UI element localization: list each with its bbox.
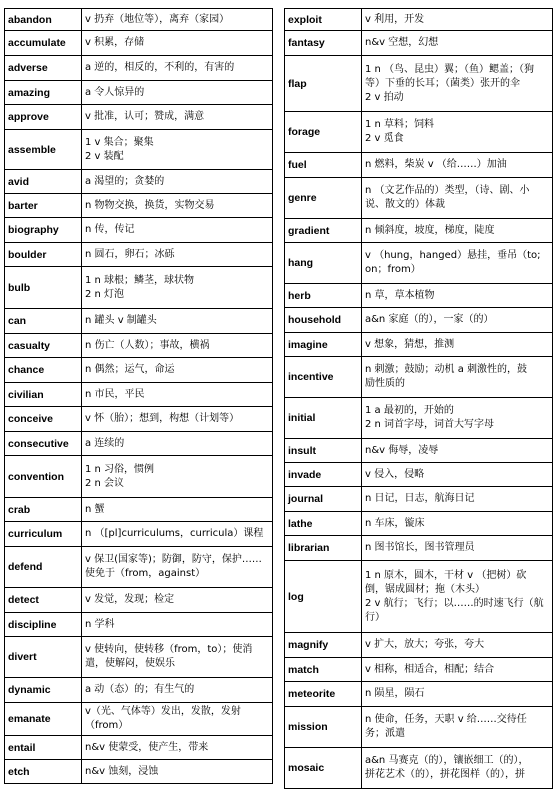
- vocab-word: journal: [285, 487, 362, 512]
- vocab-definition: [82, 613, 273, 637]
- vocab-definition: [362, 561, 553, 633]
- vocab-definition: [362, 398, 553, 439]
- vocab-word: incentive: [285, 357, 362, 398]
- vocab-definition: [82, 522, 273, 547]
- vocab-row: [285, 178, 553, 219]
- vocab-row: [285, 9, 553, 31]
- vocab-definition: [362, 56, 553, 112]
- definition-line: n 物物交换，换货，实物交易: [85, 199, 215, 211]
- definition-line: n&v 蚀刻，浸蚀: [85, 765, 159, 777]
- definition-line: n 车床，镟床: [365, 517, 425, 529]
- vocab-definition: [82, 31, 273, 56]
- vocab-row: [5, 309, 273, 334]
- definition-line: 2 n 会议: [85, 477, 125, 489]
- vocab-table-right: [284, 8, 553, 789]
- vocab-row: [285, 658, 553, 682]
- vocab-row: [5, 637, 273, 678]
- definition-line: 1 n （鸟、昆虫）翼；（鱼）鳃盖；（狗: [365, 63, 535, 75]
- definition-line: a 渴望的；贪婪的: [85, 175, 165, 187]
- vocab-definition: [362, 487, 553, 512]
- vocab-definition: [362, 284, 553, 308]
- vocab-word: amazing: [5, 81, 82, 105]
- definition-line: v 相称，相适合，相配；结合: [365, 663, 495, 675]
- vocab-row: [285, 308, 553, 333]
- definition-line: 说、散文的）体裁: [365, 199, 445, 210]
- definition-line: n 陨星，陨石: [365, 688, 425, 699]
- vocab-row: [5, 218, 273, 243]
- definition-line: 行）: [365, 611, 385, 623]
- definition-line: n 偶然；运气，命运: [85, 364, 175, 375]
- vocab-definition: [362, 463, 553, 487]
- vocab-definition: [82, 309, 273, 334]
- vocab-word: avid: [5, 170, 82, 194]
- vocab-definition: [362, 308, 553, 333]
- definition-line: 等）下垂的长耳；（菌类）张开的伞: [365, 77, 520, 89]
- definition-line: v 发觉，发现；检定: [85, 594, 175, 605]
- vocab-definition: [362, 439, 553, 463]
- definition-line: 1 n 草料；饲料: [365, 119, 435, 130]
- vocab-row: [5, 170, 273, 194]
- vocab-word: divert: [5, 637, 82, 678]
- vocab-table-left: [4, 8, 273, 784]
- definition-line: v 侵入，侵略: [365, 468, 425, 480]
- definition-line: n 草，草本植物: [365, 289, 435, 301]
- vocab-definition: [82, 588, 273, 613]
- vocab-definition: [82, 407, 273, 432]
- vocab-row: [285, 748, 553, 789]
- vocab-word: assemble: [5, 130, 82, 170]
- vocab-word: herb: [285, 284, 362, 308]
- vocab-word: emanate: [5, 703, 82, 736]
- vocab-word: consecutive: [5, 432, 82, 456]
- vocab-row: [285, 284, 553, 308]
- vocab-definition: [82, 105, 273, 130]
- vocab-row: [5, 498, 273, 522]
- vocab-definition: [362, 112, 553, 153]
- vocab-word: lathe: [285, 512, 362, 536]
- vocab-row: [5, 703, 273, 736]
- vocab-word: match: [285, 658, 362, 682]
- vocab-row: [285, 463, 553, 487]
- definition-line: n （文艺作品的）类型，（诗、剧、小: [365, 185, 530, 196]
- vocab-word: casualty: [5, 334, 82, 358]
- definition-line: 1 n 球根；鳞茎，球状物: [85, 274, 195, 286]
- definition-line: v 批准，认可；赞成，满意: [85, 111, 205, 122]
- vocab-definition: [362, 243, 553, 284]
- definition-line: n&v 侮辱，凌辱: [365, 444, 439, 456]
- vocab-definition: [82, 81, 273, 105]
- definition-line: 2 n 词首字母，词首大写字母: [365, 419, 495, 430]
- vocab-definition: [362, 536, 553, 561]
- definition-line: 务；派遣: [365, 728, 405, 739]
- vocab-definition: [362, 357, 553, 398]
- vocab-definition: [82, 130, 273, 170]
- vocab-row: [5, 456, 273, 498]
- vocab-definition: [82, 760, 273, 784]
- vocab-row: [5, 267, 273, 309]
- vocab-row: [285, 153, 553, 178]
- vocab-definition: [82, 456, 273, 498]
- definition-line: 2 n 灯泡: [85, 288, 125, 300]
- vocab-definition: [82, 736, 273, 760]
- vocab-word: gradient: [285, 219, 362, 243]
- vocab-definition: [82, 194, 273, 218]
- vocab-row: [285, 512, 553, 536]
- vocab-definition: [362, 31, 553, 56]
- definition-line: 2 v 拍动: [365, 91, 404, 103]
- vocab-definition: [82, 637, 273, 678]
- vocab-row: [5, 736, 273, 760]
- vocab-definition: [362, 707, 553, 748]
- vocab-definition: [82, 56, 273, 81]
- vocab-word: log: [285, 561, 362, 633]
- vocab-row: [5, 31, 273, 56]
- definition-line: 倒，锯成圆材；拖（木头）: [365, 583, 485, 595]
- vocab-word: meteorite: [285, 682, 362, 707]
- vocab-definition: [82, 547, 273, 588]
- vocab-definition: [82, 358, 273, 383]
- vocab-word: adverse: [5, 56, 82, 81]
- definition-line: n 倾斜度，坡度，梯度，陡度: [365, 224, 495, 236]
- vocab-word: dynamic: [5, 678, 82, 703]
- vocab-row: [285, 398, 553, 439]
- vocab-row: [285, 633, 553, 658]
- definition-line: v 利用，开发: [365, 13, 425, 25]
- vocab-definition: [82, 383, 273, 407]
- vocab-definition: [82, 678, 273, 703]
- vocab-row: [5, 383, 273, 407]
- vocab-definition: [362, 178, 553, 219]
- vocab-word: bulb: [5, 267, 82, 309]
- vocab-word: entail: [5, 736, 82, 760]
- definition-line: 拼花艺术（的），拼花图样（的），拼: [365, 769, 525, 780]
- definition-line: v 使转向，使转移（from，to）；使消: [85, 644, 253, 655]
- definition-line: v 怀（胎）；想到，构想（计划等）: [85, 413, 240, 424]
- vocab-word: chance: [5, 358, 82, 383]
- definition-line: 励性质的: [365, 378, 405, 389]
- vocab-row: [285, 243, 553, 284]
- definition-line: a 逆的，相反的，不利的，有害的: [85, 62, 235, 73]
- definition-line: n 罐头 v 制罐头: [85, 315, 157, 326]
- definition-line: n&v 空想，幻想: [365, 37, 439, 48]
- vocab-row: [5, 522, 273, 547]
- definition-line: n 蟹: [85, 503, 105, 515]
- definition-line: 2 v 航行；飞行；以……的时速飞行（航: [365, 597, 544, 609]
- definition-line: on；from）: [365, 264, 421, 275]
- vocab-row: [5, 432, 273, 456]
- definition-line: 使免于（from，against）: [85, 568, 206, 579]
- vocab-word: forage: [285, 112, 362, 153]
- vocab-word: crab: [5, 498, 82, 522]
- definition-line: 1 n 原木，圆木，干材 v （把树）砍: [365, 569, 527, 581]
- definition-line: n 日记，日志，航海日记: [365, 493, 475, 504]
- vocab-word: approve: [5, 105, 82, 130]
- vocab-word: magnify: [285, 633, 362, 658]
- vocab-row: [5, 407, 273, 432]
- definition-line: 1 v 集合；聚集: [85, 136, 154, 148]
- vocab-row: [285, 561, 553, 633]
- definition-line: v 积累，存储: [85, 37, 145, 48]
- definition-line: a 令人惊异的: [85, 86, 145, 98]
- vocab-word: boulder: [5, 243, 82, 267]
- definition-line: v 扔弃（地位等），离弃（家园）: [85, 13, 230, 25]
- vocab-word: invade: [285, 463, 362, 487]
- vocab-row: [5, 130, 273, 170]
- vocab-word: flap: [285, 56, 362, 112]
- definition-line: v 保卫(国家等)；防御，防守，保护……: [85, 554, 262, 565]
- definition-line: v（光、气体等）发出，发散，发射（from）: [85, 706, 241, 731]
- vocab-row: [285, 439, 553, 463]
- vocab-word: civilian: [5, 383, 82, 407]
- vocab-definition: [362, 658, 553, 682]
- vocab-row: [5, 678, 273, 703]
- definition-line: 2 v 觅食: [365, 133, 404, 144]
- vocab-row: [285, 682, 553, 707]
- vocab-row: [5, 588, 273, 613]
- vocab-word: etch: [5, 760, 82, 784]
- definition-line: n 学科: [85, 618, 115, 630]
- vocab-word: librarian: [285, 536, 362, 561]
- definition-line: v 想象，猜想，推测: [365, 338, 455, 350]
- vocab-word: mosaic: [285, 748, 362, 789]
- vocab-row: [5, 760, 273, 784]
- vocab-word: abandon: [5, 9, 82, 31]
- definition-line: n （[pl]curriculums，curricula）课程: [85, 528, 264, 539]
- vocab-definition: [82, 334, 273, 358]
- vocab-definition: [82, 432, 273, 456]
- vocab-row: [5, 613, 273, 637]
- vocab-row: [5, 9, 273, 31]
- vocab-word: barter: [5, 194, 82, 218]
- vocab-definition: [362, 9, 553, 31]
- vocab-row: [285, 56, 553, 112]
- vocab-row: [5, 56, 273, 81]
- vocab-word: fuel: [285, 153, 362, 178]
- definition-line: v 扩大，放大；夸张，夸大: [365, 639, 485, 650]
- definition-line: 遣，使解闷，使娱乐: [85, 658, 175, 669]
- vocab-row: [5, 334, 273, 358]
- vocab-row: [5, 547, 273, 588]
- vocab-word: discipline: [5, 613, 82, 637]
- vocab-word: curriculum: [5, 522, 82, 547]
- vocab-definition: [362, 153, 553, 178]
- vocab-word: household: [285, 308, 362, 333]
- definition-line: n&v 使蒙受，使产生，带来: [85, 741, 209, 753]
- definition-line: a&n 家庭（的），一家（的）: [365, 314, 494, 325]
- vocab-row: [5, 81, 273, 105]
- vocab-definition: [362, 219, 553, 243]
- definition-line: n 伤亡（人数）；事故，横祸: [85, 339, 210, 351]
- vocab-row: [5, 243, 273, 267]
- vocab-word: defend: [5, 547, 82, 588]
- vocab-word: fantasy: [285, 31, 362, 56]
- vocab-definition: [82, 170, 273, 194]
- definition-line: n 使命，任务，天职 v 给……交待任: [365, 714, 527, 725]
- vocab-row: [5, 105, 273, 130]
- definition-line: a&n 马赛克（的），镶嵌细工（的），: [365, 755, 529, 766]
- vocab-row: [285, 536, 553, 561]
- vocab-row: [285, 707, 553, 748]
- definition-line: 2 v 装配: [85, 150, 124, 162]
- definition-line: n 传，传记: [85, 224, 135, 235]
- vocab-row: [285, 31, 553, 56]
- vocab-definition: [362, 333, 553, 357]
- definition-line: a 动（态）的；有生气的: [85, 684, 195, 695]
- vocab-word: conceive: [5, 407, 82, 432]
- vocab-word: accumulate: [5, 31, 82, 56]
- definition-line: n 燃料，柴炭 v （给……）加油: [365, 159, 507, 170]
- vocab-row: [285, 357, 553, 398]
- vocab-word: hang: [285, 243, 362, 284]
- vocab-word: genre: [285, 178, 362, 219]
- vocab-definition: [82, 243, 273, 267]
- definition-line: n 刺激；鼓励；动机 a 刺激性的，鼓: [365, 364, 528, 375]
- vocab-word: imagine: [285, 333, 362, 357]
- definition-line: a 连续的: [85, 437, 125, 449]
- definition-line: n 市民，平民: [85, 388, 145, 400]
- vocab-word: detect: [5, 588, 82, 613]
- definition-line: 1 n 习俗，惯例: [85, 463, 155, 475]
- vocab-row: [285, 219, 553, 243]
- vocab-definition: [82, 9, 273, 31]
- vocab-word: convention: [5, 456, 82, 498]
- vocab-word: biography: [5, 218, 82, 243]
- vocab-row: [285, 333, 553, 357]
- vocab-definition: [82, 498, 273, 522]
- definition-line: n 图书馆长，图书管理员: [365, 542, 475, 553]
- vocab-row: [5, 358, 273, 383]
- definition-line: n 圆石，卵石；冰砾: [85, 248, 175, 260]
- vocab-word: initial: [285, 398, 362, 439]
- vocab-definition: [362, 682, 553, 707]
- vocab-definition: [362, 633, 553, 658]
- vocab-definition: [82, 703, 273, 736]
- vocab-row: [285, 487, 553, 512]
- vocab-definition: [82, 218, 273, 243]
- vocab-row: [5, 194, 273, 218]
- vocab-definition: [82, 267, 273, 309]
- vocab-word: insult: [285, 439, 362, 463]
- definition-line: v （hung，hanged）悬挂，垂吊（to;: [365, 250, 541, 261]
- vocab-definition: [362, 512, 553, 536]
- vocab-row: [285, 112, 553, 153]
- vocab-word: exploit: [285, 9, 362, 31]
- definition-line: 1 a 最初的，开始的: [365, 405, 454, 416]
- vocab-word: mission: [285, 707, 362, 748]
- vocab-definition: [362, 748, 553, 789]
- vocab-word: can: [5, 309, 82, 334]
